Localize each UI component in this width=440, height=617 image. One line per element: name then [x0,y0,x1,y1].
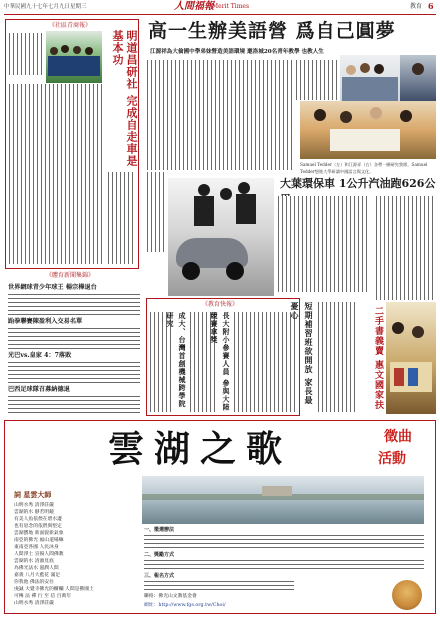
lyric-line: 山明水秀 清淨莊嚴 [14,601,54,606]
rules-section-1: 一、徵選辦法 [144,527,175,533]
car-story-headline: 大葉環保車 1公升汽油跑626公 [280,177,436,190]
lyrics-author: 詞 星雲大師 [14,490,52,499]
lyric-line: 人間淨土 宣揚人間佛教 [14,552,64,557]
main-story-photo-caption: Samuel Tedder（左）和江源祥（右）各帶一團研究營隊，Samuel Tedder想進大學研讀中國語言與文化。 [300,162,428,174]
community-article-body-2 [108,172,136,264]
lyric-line: 雲湖的水 靜若明鏡 [14,510,54,515]
lyric-line: 也有思念的依偎與堅定 [14,524,62,529]
rules-section-2-body [144,560,424,570]
lyric-line: 有美人魚依偎在碧水邊 [14,517,62,522]
lake-scenery-photo [142,476,424,524]
cloud-lake-song-title: 雲湖之歌 [108,428,293,470]
lyric-line: 可傳 法 禪 行 至 信 百萬年 [14,594,72,599]
rules-section-3-body [144,581,294,591]
lyric-line: 嘉義 八月大藍花 滿足 [14,573,61,578]
eco-car-photo [168,178,274,296]
education-news-headline-2: 長大附小參賽人員 參與大陸競賽拿獎 [210,312,231,412]
rules-section-1-body [144,535,424,549]
call-for-songs-2: 活動 [378,451,406,467]
contact-info: 聯絡：佛光山文教基金會 [144,594,197,599]
main-story-subhead: 江源祥為大倫國中學弟妹營造美語環境 邀洛城20名青年教學 也教人生 [150,49,324,55]
car-story-body [278,196,370,292]
website-link[interactable]: 網址：http://www.fgs.org.tw/Choi/ [144,603,226,608]
newspaper-logo: 人間福報 [174,1,214,12]
main-story-column-text [147,172,167,252]
sports-item-3: 光巴vs.皇家 4：7落敗 [8,352,72,359]
main-story-photo-right [400,55,436,101]
lyric-line: 為佛光法水 滋潤人間 [14,566,59,571]
lyric-line: 東南亞各國 人民沐身 [14,545,59,550]
cram-school-headline: 短期補習班欲開放 家長最憂心 [290,302,314,405]
lyric-line: 雲湖的水 清澈見底 [14,559,54,564]
lyric-line: 你我他 佛法的安住 [14,580,54,585]
community-article-body [9,84,105,264]
sports-item-2-body [8,328,140,349]
lyric-line: 虔誠 大覺寺佛光的櫃欄 人間是佛國土 [14,587,94,592]
cram-school-body [318,302,356,412]
main-story-photo-bottom [300,101,436,159]
education-news-label: 《教育快報》 [201,301,238,308]
lyric-line: 南亞的佛光 福山道場嘛 [14,538,64,543]
lyric-line: 山明水秀 清淨莊嚴 [14,503,54,508]
sports-item-3-body [8,362,140,383]
newspaper-logo-en: Merit Times [212,3,250,10]
sports-item-4: 巴西足球隊召募納德退 [8,386,70,393]
rules-section-2: 二、獎勵方式 [144,552,175,558]
main-story-body [147,60,293,170]
used-book-sale-photo [386,302,436,414]
call-for-songs-1: 徵曲 [384,429,412,445]
car-story-body-2 [376,196,436,300]
main-story-photo-top [340,55,400,101]
education-news-headline-1: 成大、台灣首創機械跨學院研究 [166,312,187,408]
lyrics-list [14,502,140,612]
sports-item-1-body [8,294,140,315]
section-name: 教育 [410,3,423,10]
community-news-headline: 明道昌研社 完成自走車是基本功 [111,30,138,167]
issue-date: 中華民國九十七年七月九日星期三 [4,4,87,10]
students-group-photo [46,31,102,83]
community-photo-caption-text [9,33,45,75]
lyric-line: 雲湖寶地 新面貌新氣象 [14,531,64,536]
main-story-body-2 [296,60,338,100]
rules-section-3: 三、報名方式 [144,573,175,579]
education-news-body-3 [234,312,296,412]
sports-item-2: 跆拳聯賽陳盈利入交易名單 [8,318,83,325]
sports-item-4-body [8,396,140,414]
sports-item-1: 世界網球青少年球王 楊宗樺退台 [8,284,97,291]
masthead-rule [4,14,436,15]
page-number: 6 [428,1,434,11]
community-news-label: 《社區青商報》 [48,22,91,29]
used-book-sale-title: 二手書義賣 惠文國家扶 [373,306,383,411]
buddha-icon [392,580,422,610]
sports-news-label: 《體育新聞集錦》 [45,272,94,279]
masthead [0,0,440,15]
main-story-headline: 高一生辦美語營 爲自己圓夢 [148,20,396,42]
